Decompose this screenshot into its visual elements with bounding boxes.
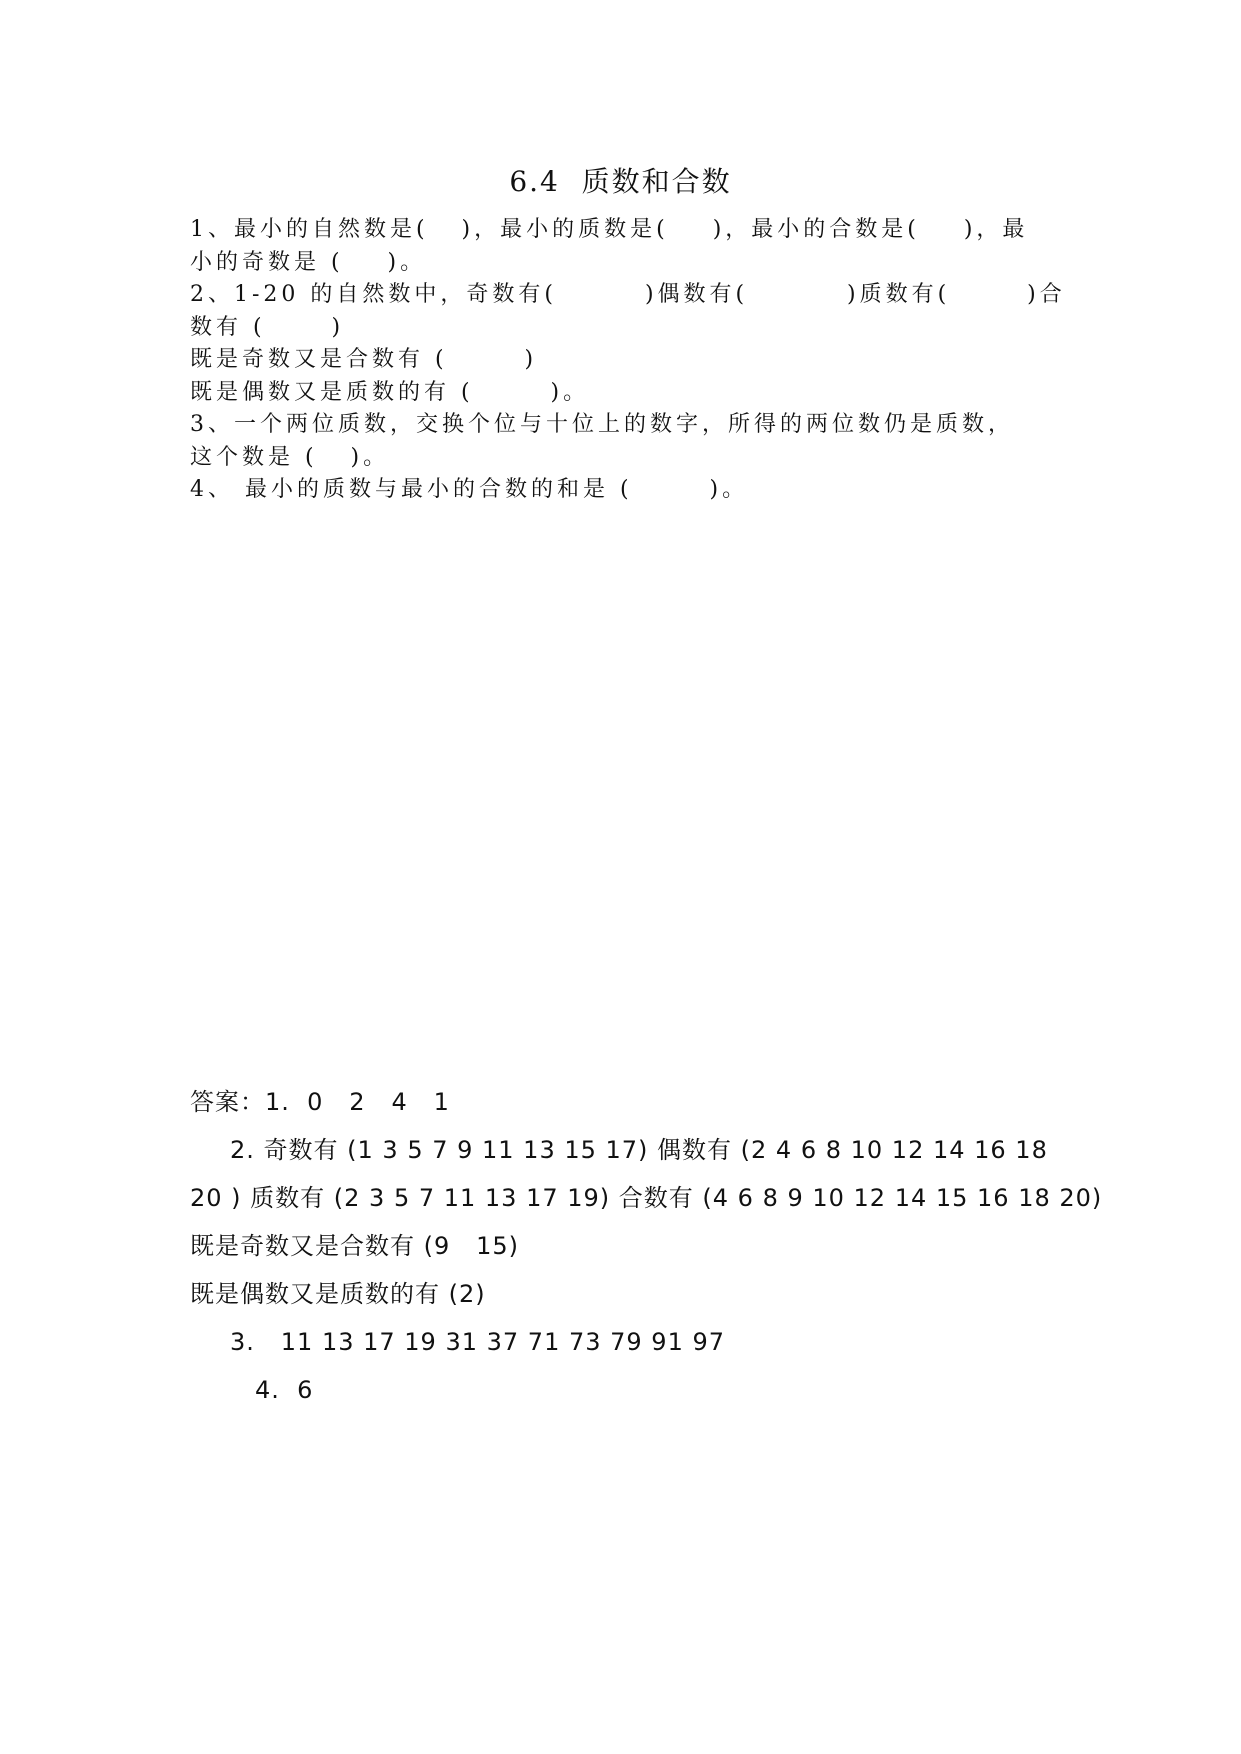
question-2-even-prime: 既是偶数又是质数的有 ( )。 — [190, 379, 590, 405]
question-3-line-2: 这个数是 ( )。 — [190, 444, 390, 470]
question-2-line-1: 2、1-20 的自然数中，奇数有( )偶数有( )质数有( )合 — [190, 282, 1066, 307]
answer-2-line-1: 2. 奇数有 (1 3 5 7 9 11 13 15 17) 偶数有 (2 4 6 8 10 12 14 16 18 — [230, 1136, 1048, 1164]
answer-1: 答案：1. 0 2 4 1 — [190, 1088, 450, 1116]
answers-section — [190, 1078, 1103, 1414]
question-2-odd-composite: 既是奇数又是合数有 ( ) — [190, 347, 538, 372]
question-1-line-1: 1、最小的自然数是( )，最小的质数是( )，最小的合数是( )，最 — [190, 217, 1029, 242]
answer-4: 4. 6 — [255, 1376, 314, 1404]
page-title: 6.4 质数和合数 — [509, 165, 732, 198]
answer-3: 3. 11 13 17 19 31 37 71 73 79 91 97 — [230, 1328, 726, 1356]
question-1-line-2: 小的奇数是 ( )。 — [190, 249, 427, 275]
answer-2-even-prime: 既是偶数又是质数的有 (2) — [190, 1280, 486, 1308]
question-2-line-2: 数有 ( ) — [190, 314, 345, 340]
answer-2-odd-composite: 既是奇数又是合数有 (9 15) — [190, 1232, 520, 1260]
answer-2-line-2: 20 ) 质数有 (2 3 5 7 11 13 17 19) 合数有 (4 6 8 9 10 12 14 15 16 18 20) — [190, 1184, 1103, 1212]
questions-section — [190, 214, 1070, 507]
question-3-line-1: 3、一个两位质数，交换个位与十位上的数字，所得的两位数仍是质数， — [190, 412, 1014, 437]
question-4: 4、 最小的质数与最小的合数的和是 ( )。 — [190, 477, 749, 502]
